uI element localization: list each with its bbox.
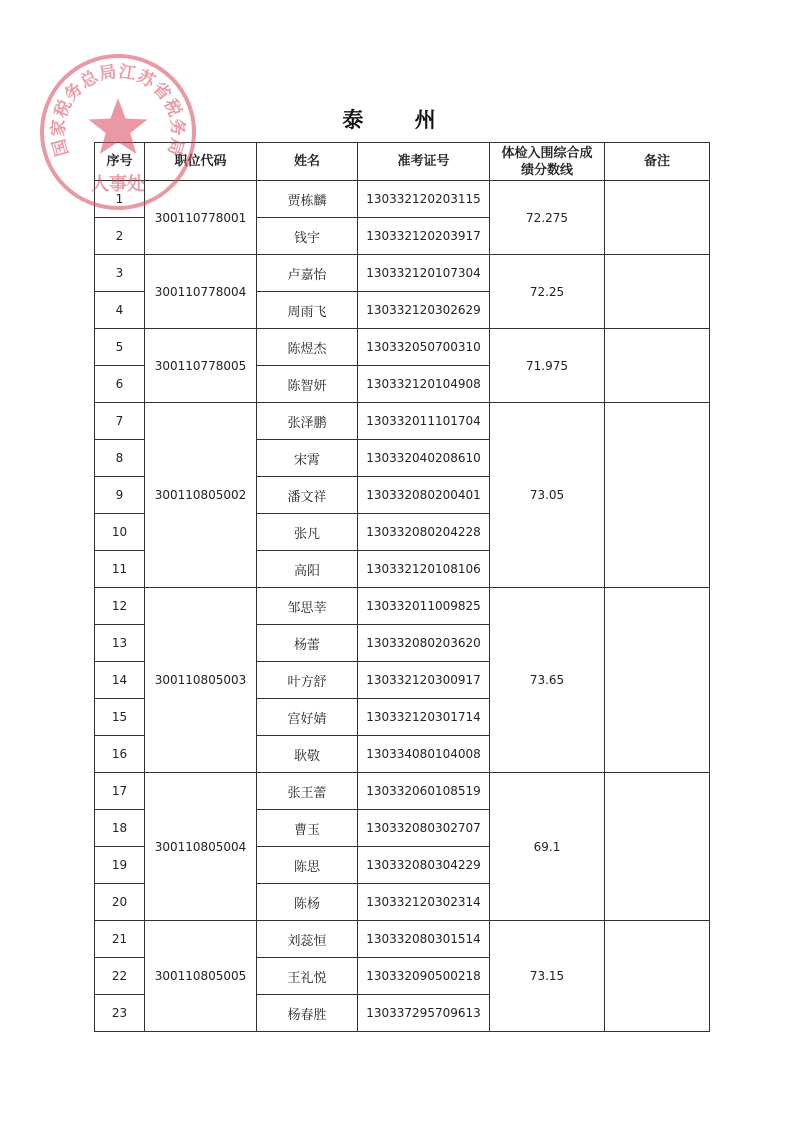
cell-job-code: 300110805004 <box>145 773 257 921</box>
roster-table <box>94 142 710 1032</box>
cell-seq: 9 <box>95 477 145 514</box>
cell-name: 宋霄 <box>257 440 358 477</box>
cell-seq: 11 <box>95 551 145 588</box>
cell-exam-id: 130332011009825 <box>358 588 490 625</box>
cell-seq: 17 <box>95 773 145 810</box>
header-seq: 序号 <box>95 143 145 181</box>
cell-job-code: 300110778005 <box>145 329 257 403</box>
cell-seq: 23 <box>95 995 145 1032</box>
header-name: 姓名 <box>257 143 358 181</box>
cell-seq: 22 <box>95 958 145 995</box>
cell-score: 71.975 <box>490 329 605 403</box>
cell-job-code: 300110778004 <box>145 255 257 329</box>
header-score: 体检入围综合成绩分数线 <box>490 143 605 181</box>
cell-name: 卢嘉怡 <box>257 255 358 292</box>
cell-seq: 16 <box>95 736 145 773</box>
svg-text:人事处: 人事处 <box>91 174 145 195</box>
cell-score: 73.65 <box>490 588 605 773</box>
cell-seq: 14 <box>95 662 145 699</box>
table-row <box>95 181 710 218</box>
cell-name: 陈煜杰 <box>257 329 358 366</box>
cell-note <box>605 255 710 329</box>
cell-seq: 21 <box>95 921 145 958</box>
cell-seq: 13 <box>95 625 145 662</box>
cell-exam-id: 130337295709613 <box>358 995 490 1032</box>
cell-note <box>605 181 710 255</box>
table-row <box>95 921 710 958</box>
cell-note <box>605 773 710 921</box>
cell-seq: 12 <box>95 588 145 625</box>
cell-name: 邹思莘 <box>257 588 358 625</box>
cell-name: 陈杨 <box>257 884 358 921</box>
cell-name: 王礼悦 <box>257 958 358 995</box>
cell-exam-id: 130332090500218 <box>358 958 490 995</box>
cell-exam-id: 130332120104908 <box>358 366 490 403</box>
cell-score: 73.15 <box>490 921 605 1032</box>
cell-score: 72.275 <box>490 181 605 255</box>
cell-score: 69.1 <box>490 773 605 921</box>
cell-exam-id: 130332120107304 <box>358 255 490 292</box>
page-title: 泰 州 <box>342 107 458 132</box>
cell-job-code: 300110805003 <box>145 588 257 773</box>
cell-seq: 7 <box>95 403 145 440</box>
cell-name: 贾栋麟 <box>257 181 358 218</box>
cell-note <box>605 329 710 403</box>
cell-name: 周雨飞 <box>257 292 358 329</box>
cell-name: 钱宇 <box>257 218 358 255</box>
header-job-code: 职位代码 <box>145 143 257 181</box>
cell-name: 刘蕊恒 <box>257 921 358 958</box>
cell-exam-id: 130332120300917 <box>358 662 490 699</box>
cell-exam-id: 130334080104008 <box>358 736 490 773</box>
cell-name: 高阳 <box>257 551 358 588</box>
cell-job-code: 300110805002 <box>145 403 257 588</box>
cell-seq: 1 <box>95 181 145 218</box>
cell-exam-id: 130332040208610 <box>358 440 490 477</box>
roster-body <box>95 181 710 1032</box>
cell-seq: 6 <box>95 366 145 403</box>
cell-seq: 10 <box>95 514 145 551</box>
cell-exam-id: 130332060108519 <box>358 773 490 810</box>
cell-exam-id: 130332120302314 <box>358 884 490 921</box>
cell-score: 72.25 <box>490 255 605 329</box>
cell-exam-id: 130332080204228 <box>358 514 490 551</box>
cell-exam-id: 130332080200401 <box>358 477 490 514</box>
cell-name: 杨蕾 <box>257 625 358 662</box>
cell-seq: 19 <box>95 847 145 884</box>
header-exam-id: 准考证号 <box>358 143 490 181</box>
cell-name: 耿敬 <box>257 736 358 773</box>
cell-name: 叶方舒 <box>257 662 358 699</box>
cell-name: 潘文祥 <box>257 477 358 514</box>
cell-seq: 8 <box>95 440 145 477</box>
cell-exam-id: 130332120302629 <box>358 292 490 329</box>
cell-exam-id: 130332080304229 <box>358 847 490 884</box>
cell-seq: 2 <box>95 218 145 255</box>
cell-name: 张王蕾 <box>257 773 358 810</box>
cell-seq: 15 <box>95 699 145 736</box>
cell-seq: 18 <box>95 810 145 847</box>
cell-exam-id: 130332011101704 <box>358 403 490 440</box>
cell-seq: 20 <box>95 884 145 921</box>
cell-exam-id: 130332120203917 <box>358 218 490 255</box>
cell-exam-id: 130332120203115 <box>358 181 490 218</box>
table-row <box>95 329 710 366</box>
table-row <box>95 588 710 625</box>
cell-job-code: 300110805005 <box>145 921 257 1032</box>
cell-name: 张凡 <box>257 514 358 551</box>
cell-name: 张泽鹏 <box>257 403 358 440</box>
cell-note <box>605 588 710 773</box>
cell-job-code: 300110778001 <box>145 181 257 255</box>
cell-seq: 5 <box>95 329 145 366</box>
cell-exam-id: 130332120108106 <box>358 551 490 588</box>
header-note: 备注 <box>605 143 710 181</box>
cell-note <box>605 921 710 1032</box>
cell-exam-id: 130332120301714 <box>358 699 490 736</box>
cell-score: 73.05 <box>490 403 605 588</box>
cell-name: 曹玉 <box>257 810 358 847</box>
cell-seq: 3 <box>95 255 145 292</box>
cell-name: 宫好婧 <box>257 699 358 736</box>
cell-seq: 4 <box>95 292 145 329</box>
table-row <box>95 255 710 292</box>
cell-exam-id: 130332080301514 <box>358 921 490 958</box>
cell-name: 杨春胜 <box>257 995 358 1032</box>
cell-exam-id: 130332080302707 <box>358 810 490 847</box>
cell-note <box>605 403 710 588</box>
svg-text:国家税务总局江苏省税务局: 国家税务总局江苏省税务局 <box>48 61 188 159</box>
cell-name: 陈智妍 <box>257 366 358 403</box>
cell-name: 陈思 <box>257 847 358 884</box>
cell-exam-id: 130332080203620 <box>358 625 490 662</box>
table-header-row <box>95 143 710 181</box>
cell-exam-id: 130332050700310 <box>358 329 490 366</box>
table-row <box>95 773 710 810</box>
table-row <box>95 403 710 440</box>
